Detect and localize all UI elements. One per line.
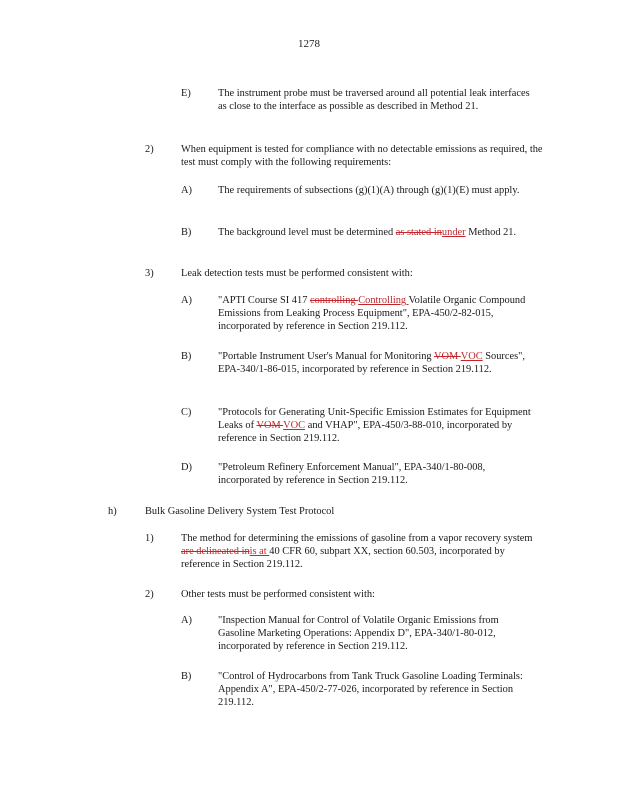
- item-label: A): [181, 295, 192, 306]
- inserted-text: Controlling: [358, 295, 409, 306]
- inserted-text: is at: [249, 546, 270, 557]
- item-label: 2): [145, 589, 154, 600]
- item-label: C): [181, 407, 192, 418]
- text-run: Method 21.: [465, 227, 517, 238]
- text-run: "APTI Course SI 417: [218, 295, 310, 306]
- text-run: The background level must be determined: [218, 227, 396, 238]
- deleted-text: VOM: [256, 420, 284, 431]
- item-label: B): [181, 227, 192, 238]
- item-text: [181, 267, 543, 280]
- item-text: [218, 350, 536, 376]
- item-label: B): [181, 671, 192, 682]
- item-text: [218, 87, 536, 113]
- text-run: 40 CFR 60, subpart XX, section 60.503, incorporated by reference in Section 219.112.: [181, 546, 505, 570]
- text-run: "Portable Instrument User's Manual for Monitoring: [218, 351, 435, 362]
- text-run: "Protocols for Generating Unit-Specific Emission Estimates for Equipment Leaks of: [218, 407, 531, 431]
- item-text: [218, 614, 536, 653]
- item-text: [218, 461, 536, 487]
- text-run: The method for determining the emissions of gasoline from a vapor recovery system: [181, 533, 533, 544]
- item-label: 2): [145, 144, 154, 155]
- item-label: E): [181, 88, 191, 99]
- text-run: Other tests must be performed consistent with:: [181, 589, 375, 600]
- item-label: A): [181, 185, 192, 196]
- item-text: [218, 406, 536, 445]
- deleted-text: VOM: [434, 351, 461, 362]
- item-text: [181, 588, 543, 601]
- item-label: 3): [145, 268, 154, 279]
- page-number: 1278: [298, 38, 320, 50]
- deleted-text: as stated in: [395, 227, 442, 238]
- text-run: Bulk Gasoline Delivery System Test Protocol: [145, 506, 335, 517]
- text-run: "Petroleum Refinery Enforcement Manual", EPA-340/1-80-008, incorporated by reference in Section 219.112.: [218, 462, 486, 486]
- inserted-text: under: [441, 227, 466, 238]
- inserted-text: VOC: [460, 351, 483, 362]
- deleted-text: are delineated in: [181, 546, 250, 557]
- inserted-text: VOC: [283, 420, 306, 431]
- text-run: "Control of Hydrocarbons from Tank Truck Gasoline Loading Terminals: Appendix A", EPA-450/2-77-026, incorporated by reference in Section 219.112.: [218, 671, 523, 708]
- item-label: B): [181, 351, 192, 362]
- item-text: [218, 226, 536, 239]
- item-text: [181, 532, 543, 571]
- item-label: h): [108, 506, 117, 517]
- item-text: [218, 184, 536, 197]
- deleted-text: controlling: [309, 295, 359, 306]
- item-text: [218, 294, 536, 333]
- item-label: A): [181, 615, 192, 626]
- text-run: Sources", EPA-340/1-86-015, incorporated by reference in Section 219.112.: [218, 351, 525, 375]
- text-run: "Inspection Manual for Control of Volatile Organic Emissions from Gasoline Marketing Operations: Appendix D", EPA-340/1-80-012, incorporated by reference in Section 219.112.: [218, 615, 499, 652]
- item-text: [181, 143, 543, 169]
- item-label: D): [181, 462, 192, 473]
- item-label: 1): [145, 533, 154, 544]
- text-run: The instrument probe must be traversed around all potential leak interfaces as close to the interface as possible as described in Method 21.: [218, 88, 530, 112]
- text-run: Volatile Organic Compound Emissions from Leaking Process Equipment", EPA-450/2-82-015, incorporated by reference in Section 219.112.: [218, 295, 526, 332]
- text-run: When equipment is tested for compliance with no detectable emissions as required, the test must comply with the following requirements:: [181, 144, 543, 168]
- item-text: [145, 505, 544, 518]
- item-text: [218, 670, 536, 709]
- text-run: The requirements of subsections (g)(1)(A) through (g)(1)(E) must apply.: [218, 185, 520, 196]
- text-run: Leak detection tests must be performed consistent with:: [181, 268, 413, 279]
- text-run: and VHAP", EPA-450/3-88-010, incorporated by reference in Section 219.112.: [218, 420, 513, 444]
